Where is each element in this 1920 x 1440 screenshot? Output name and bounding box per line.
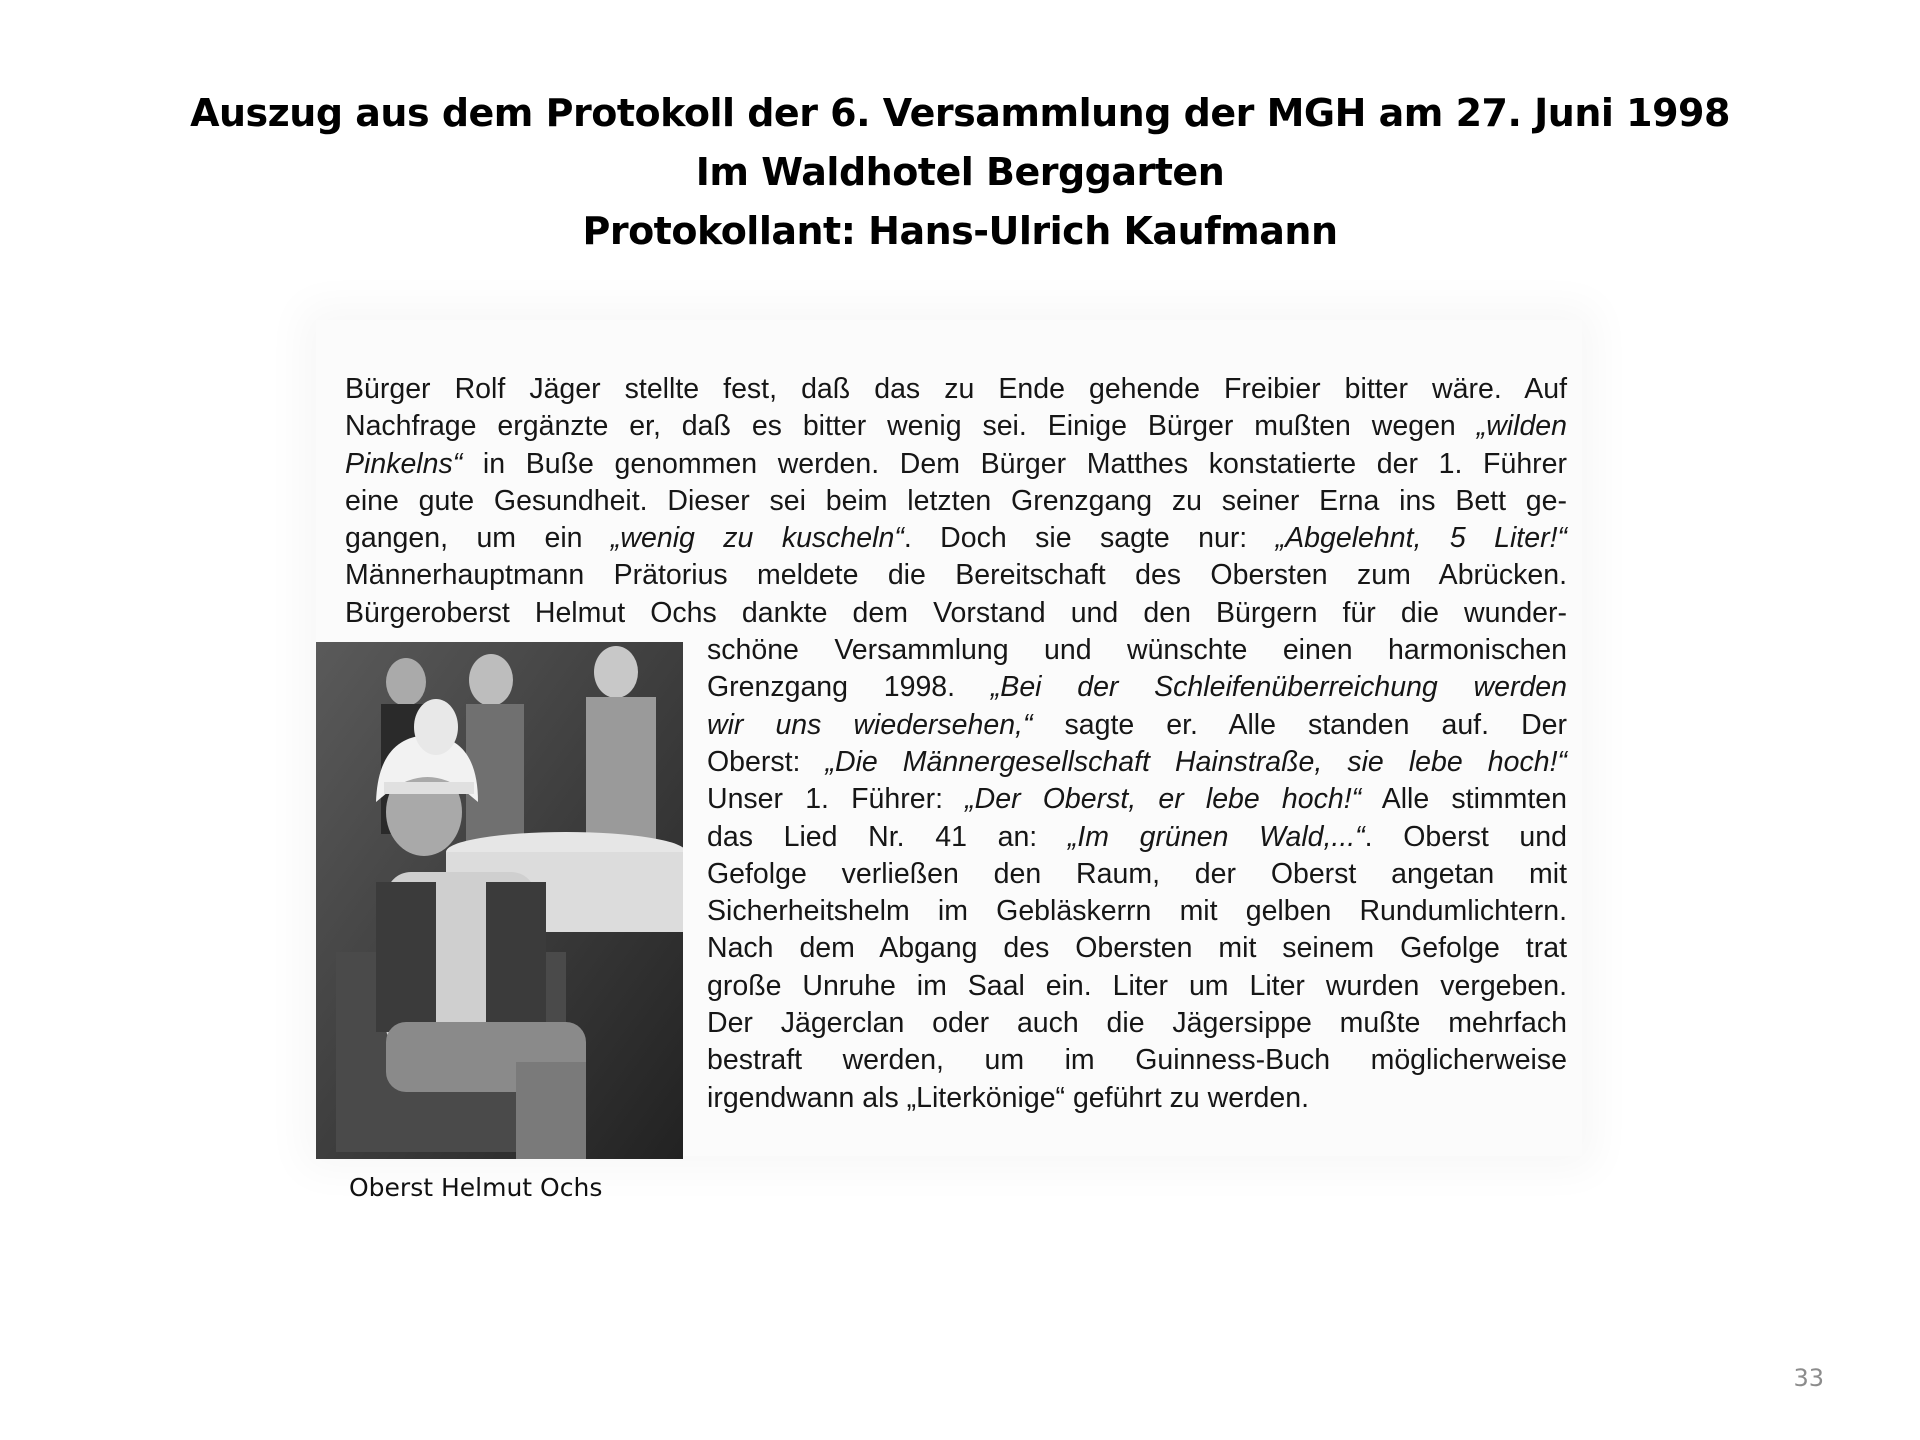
text-line: Nachfrage ergänzte er, daß es bitter wenig sei. Einige Bürger mußten wegen „wilden <box>345 410 1567 443</box>
text-line: Sicherheitshelm im Gebläskerrn mit gelben Rundumlichtern. <box>707 895 1567 928</box>
text-line: gangen, um ein „wenig zu kuscheln“. Doch sie sagte nur: „Abgelehnt, 5 Liter!“ <box>345 522 1567 555</box>
text-line: das Lied Nr. 41 an: „Im grünen Wald,...“. Oberst und <box>707 820 1567 853</box>
text-line: Bürgeroberst Helmut Ochs dankte dem Vorstand und den Bürgern für die wunder- <box>345 596 1567 629</box>
text-line: Grenzgang 1998. „Bei der Schleifenüberreichung werden <box>707 671 1567 704</box>
text-line: irgendwann als „Literkönige“ geführt zu werden. <box>707 1081 1310 1114</box>
photo-caption: Oberst Helmut Ochs <box>349 1173 603 1202</box>
text-line: wir uns wiedersehen,“ sagte er. Alle standen auf. Der <box>707 708 1567 741</box>
title-line-2: Im Waldhotel Berggarten <box>695 150 1225 194</box>
text-line: Der Jägerclan oder auch die Jägersippe mußte mehrfach <box>707 1007 1567 1040</box>
text-line: Oberst: „Die Männergesellschaft Hainstraße, sie lebe hoch!“ <box>707 745 1567 778</box>
text-line: eine gute Gesundheit. Dieser sei beim letzten Grenzgang zu seiner Erna ins Bett ge- <box>345 484 1567 517</box>
page-number: 33 <box>1793 1364 1824 1392</box>
text-line: Nach dem Abgang des Obersten mit seinem Gefolge trat <box>707 932 1567 965</box>
slide-title <box>0 84 1920 261</box>
text-line: große Unruhe im Saal ein. Liter um Liter wurden vergeben. <box>707 969 1567 1002</box>
text-line: bestraft werden, um im Guinness-Buch möglicherweise <box>707 1044 1567 1077</box>
text-line: Unser 1. Führer: „Der Oberst, er lebe hoch!“ Alle stimmten <box>707 783 1568 816</box>
text-line: schöne Versammlung und wünschte einen harmonischen <box>707 634 1567 667</box>
text-line: Gefolge verließen den Raum, der Oberst angetan mit <box>707 857 1567 890</box>
title-line-3: Protokollant: Hans-Ulrich Kaufmann <box>582 209 1338 253</box>
text-line: Pinkelns“ in Buße genommen werden. Dem Bürger Matthes konstatierte der 1. Führer <box>345 447 1567 480</box>
text-line: Bürger Rolf Jäger stellte fest, daß das zu Ende gehende Freibier bitter wäre. Auf <box>345 373 1567 405</box>
article-text <box>345 371 1567 1117</box>
title-line-1: Auszug aus dem Protokoll der 6. Versammlung der MGH am 27. Juni 1998 <box>190 91 1730 135</box>
text-line: Männerhauptmann Prätorius meldete die Bereitschaft des Obersten zum Abrücken. <box>345 559 1567 592</box>
